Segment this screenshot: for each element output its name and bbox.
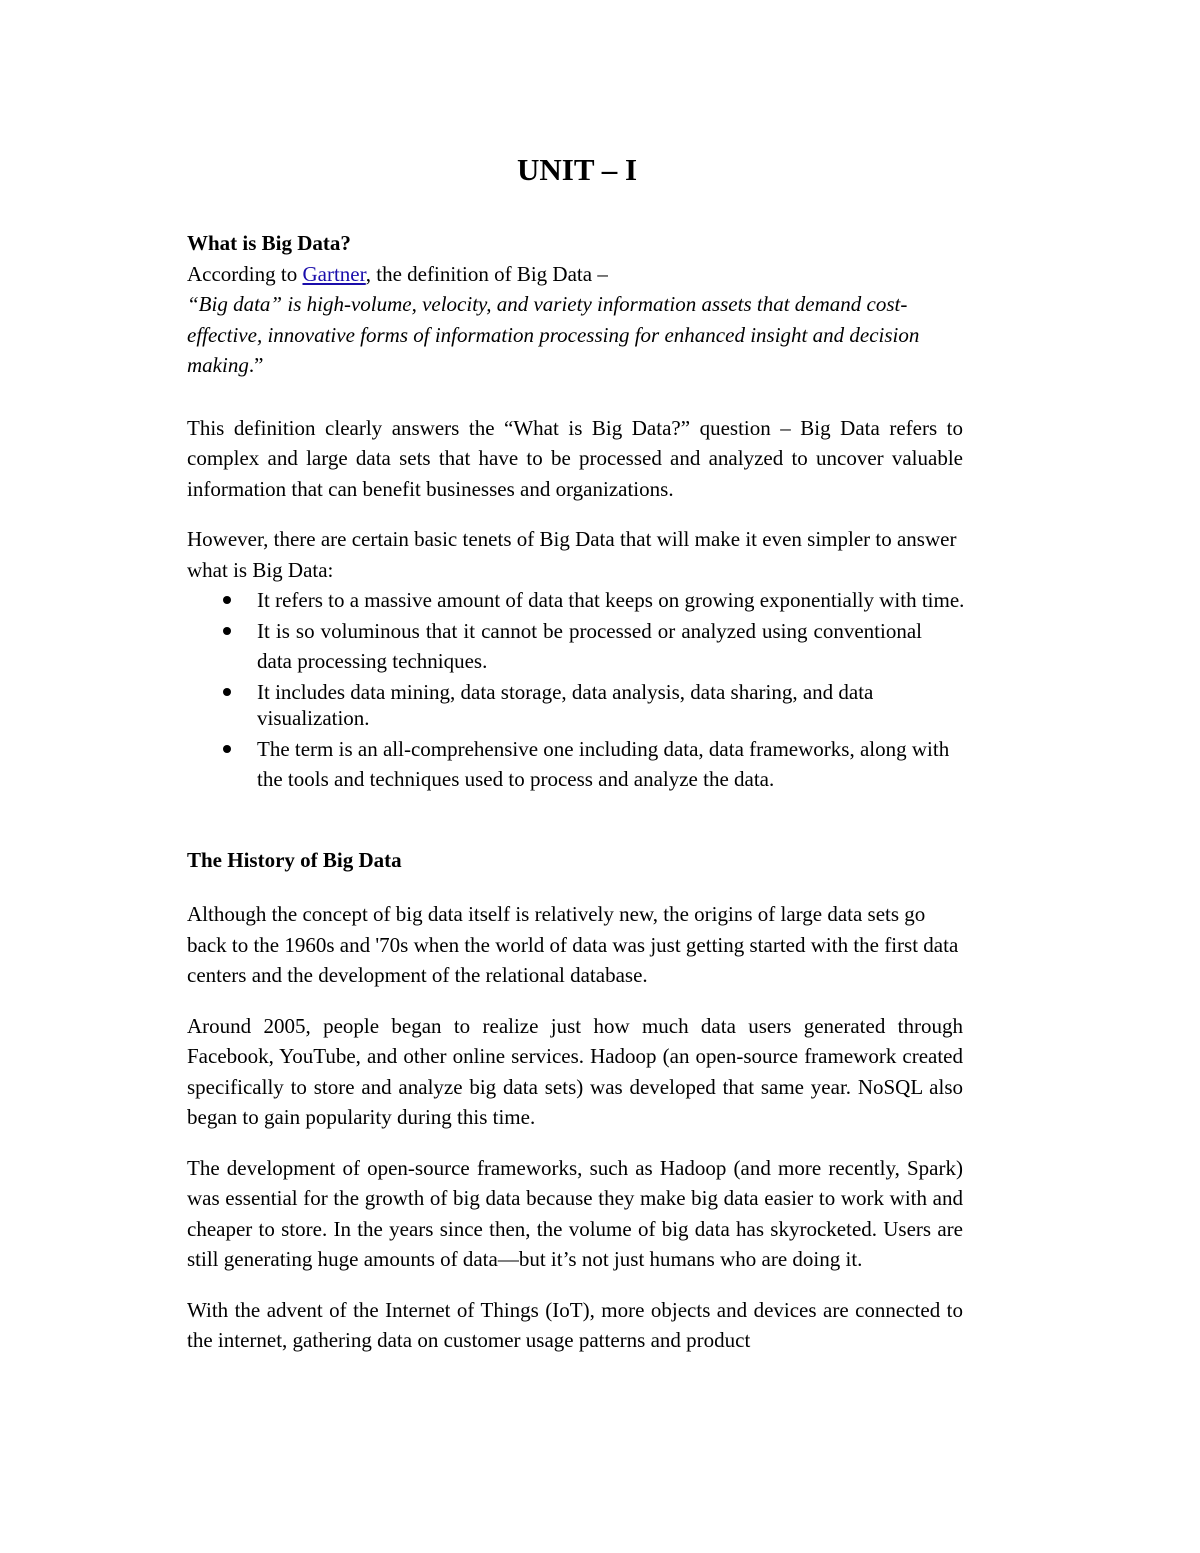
- document-page: [187, 150, 967, 1356]
- list-item-text: It includes data mining, data storage, data analysis, data sharing, and data visualization.: [257, 679, 874, 730]
- definition-quote-end: .”: [248, 353, 264, 377]
- history-paragraph-4: With the advent of the Internet of Things (IoT), more objects and devices are connected to the internet, gathering data on customer usage patterns and product: [187, 1297, 963, 1352]
- bullet-icon: [223, 745, 231, 753]
- list-item-text: The term is an all-comprehensive one including data, data frameworks, along with the tools and techniques used to process and analyze the data.: [257, 736, 950, 791]
- history-paragraph-2: Around 2005, people began to realize just how much data users generated through Facebook, YouTube, and other online services. Hadoop (an open-source framework created specifically to store and analyze big data sets) was developed that same year. NoSQL also began to gain popularity during this time.: [187, 1013, 963, 1129]
- intro-text-after-link: , the definition of Big Data –: [365, 261, 608, 286]
- page-title: UNIT – I: [516, 152, 638, 187]
- list-item: [187, 734, 957, 795]
- list-item: [187, 677, 967, 734]
- big-data-tenets-list: [187, 585, 967, 795]
- intro-line: [187, 259, 967, 290]
- definition-quote: [187, 289, 947, 381]
- list-item-text: It refers to a massive amount of data that keeps on growing exponentially with time.: [257, 588, 965, 612]
- intro-text-before-link: According to: [187, 261, 303, 286]
- list-item-text: It is so voluminous that it cannot be processed or analyzed using conventional data processing techniques.: [257, 618, 922, 673]
- section-heading-history-of-big-data: The History of Big Data: [187, 847, 402, 872]
- definition-explanation-paragraph: This definition clearly answers the “What is Big Data?” question – Big Data refers to complex and large data sets that have to be processed and analyzed to uncover valuable information that can benefit businesses and organizations.: [187, 415, 963, 501]
- list-item: [187, 616, 922, 677]
- list-item: [187, 585, 1057, 616]
- bullet-icon: [223, 627, 231, 635]
- history-paragraph-1: Although the concept of big data itself is relatively new, the origins of large data sets go back to the 1960s and '70s when the world of data was just getting started with the first data centers and the development of the relational database.: [187, 902, 959, 987]
- section-heading-what-is-big-data: What is Big Data?: [187, 231, 351, 255]
- gartner-link[interactable]: Gartner: [302, 261, 366, 286]
- basic-tenets-paragraph: However, there are certain basic tenets of Big Data that will make it even simpler to answer what is Big Data:: [187, 527, 957, 582]
- bullet-icon: [223, 596, 231, 604]
- bullet-icon: [223, 688, 231, 696]
- definition-quote-text: “Big data” is high-volume, velocity, and variety information assets that demand cost-effective, innovative forms of information processing for enhanced insight and decision making: [187, 292, 920, 377]
- history-paragraph-3: The development of open-source frameworks, such as Hadoop (and more recently, Spark) was essential for the growth of big data because they make big data easier to work with and cheaper to store. In the years since then, the volume of big data has skyrocketed. Users are still generating huge amounts of data—but it’s not just humans who are doing it.: [187, 1155, 963, 1271]
